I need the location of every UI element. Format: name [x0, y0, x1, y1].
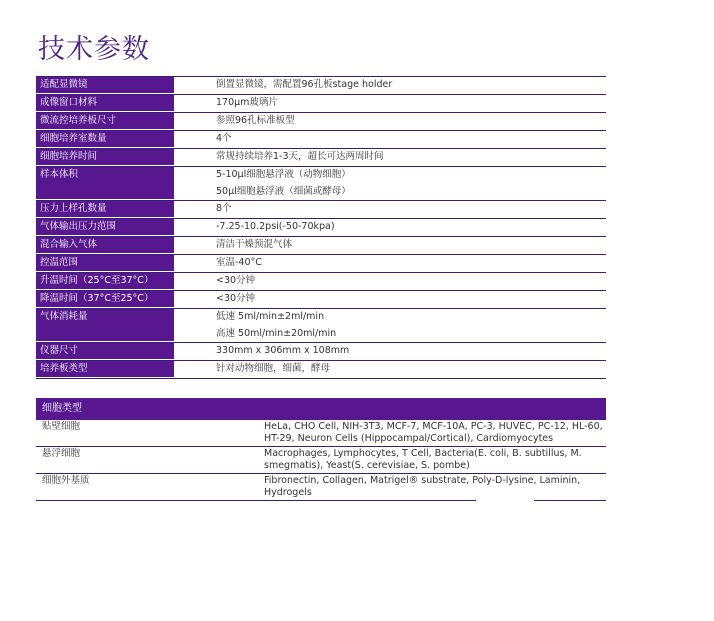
spec-value-line: 室温-40°C: [216, 257, 262, 268]
spec-label: 降温时间（37°C至25°C）: [36, 291, 174, 308]
spec-value: [174, 219, 606, 236]
spec-value: [174, 237, 606, 254]
spec-value: [174, 113, 606, 130]
spec-label: 适配显微镜: [36, 77, 174, 94]
spec-label: 压力上样孔数量: [36, 201, 174, 218]
spec-value-line: <30分钟: [216, 275, 256, 286]
spec-value-line: 170μm玻璃片: [216, 97, 278, 108]
spec-row: [36, 94, 606, 112]
spec-value: [174, 149, 606, 166]
spec-label: 样本体积: [36, 167, 174, 200]
spec-label: 成像窗口材料: [36, 95, 174, 112]
spec-value-line: 低速 5ml/min±2ml/min: [216, 311, 325, 322]
spec-row: [36, 308, 606, 342]
spec-value: [174, 201, 606, 218]
cell-row: [36, 447, 606, 474]
spec-row: [36, 360, 606, 379]
spec-value: [174, 309, 606, 342]
spec-row: [36, 236, 606, 254]
spec-label: 仪器尺寸: [36, 343, 174, 360]
spec-label: 培养板类型: [36, 361, 174, 378]
spec-value-line: 倒置显微镜，需配置96孔板stage holder: [216, 79, 393, 90]
spec-value-line: 4个: [216, 133, 232, 144]
cell-row-label: 细胞外基质: [42, 475, 90, 486]
spec-value: [174, 273, 606, 290]
cell-row-value: HeLa, CHO Cell, NIH-3T3, MCF-7, MCF-10A, PC-3, HUVEC, PC-12, HL-60, HT-29, Neuron Cells (Hippocampal/Cortical), Cardiomyocytes: [264, 421, 603, 444]
spec-label: 控温范围: [36, 255, 174, 272]
spec-value-line: 常规持续培养1-3天，超长可达两周时间: [216, 151, 384, 162]
spec-row: [36, 166, 606, 200]
page-title: 技术参数: [38, 34, 150, 65]
spec-value: [174, 291, 606, 308]
spec-value-line: 参照96孔标准板型: [216, 115, 295, 126]
spec-row: [36, 342, 606, 360]
spec-row: [36, 76, 606, 94]
cell-row-value: Fibronectin, Collagen, Matrigel® substrate, Poly-D-lysine, Laminin, Hydrogels: [264, 475, 581, 498]
cell-row: [36, 474, 606, 500]
spec-value: [174, 95, 606, 112]
spec-label: 气体输出压力范围: [36, 219, 174, 236]
spec-label: 细胞培养时间: [36, 149, 174, 166]
spec-value-line: 5-10μl细胞悬浮液（动物细胞）: [216, 169, 351, 180]
spec-value: [174, 167, 606, 200]
spec-value: [174, 255, 606, 272]
spec-row: [36, 130, 606, 148]
rule-segment: [534, 500, 606, 501]
spec-label: 混合输入气体: [36, 237, 174, 254]
cell-table-header: 细胞类型: [36, 398, 606, 420]
cell-row-label: 贴壁细胞: [42, 421, 81, 432]
spec-row: [36, 148, 606, 166]
spec-value-line: 330mm x 306mm x 108mm: [216, 345, 350, 356]
spec-row: [36, 218, 606, 236]
spec-row: [36, 272, 606, 290]
spec-label: 升温时间（25°C至37°C）: [36, 273, 174, 290]
spec-row: [36, 254, 606, 272]
spec-value-line: 高速 50ml/min±20ml/min: [216, 328, 337, 339]
spec-table: [36, 76, 606, 379]
spec-row: [36, 112, 606, 130]
cell-row: [36, 420, 606, 447]
spec-value-line: 清洁干燥预混气体: [216, 239, 293, 250]
spec-value-line: 针对动物细胞，细菌，酵母: [216, 363, 331, 374]
cell-row-label: 悬浮细胞: [42, 448, 81, 459]
spec-value: [174, 343, 606, 360]
spec-value-line: 50μl细胞悬浮液（细菌或酵母）: [216, 186, 351, 197]
rule-segment: [36, 500, 476, 501]
spec-value: [174, 131, 606, 148]
spec-row: [36, 290, 606, 308]
spec-label: 气体消耗量: [36, 309, 174, 342]
cell-type-table: [36, 398, 606, 501]
spec-label: 微流控培养板尺寸: [36, 113, 174, 130]
bottom-rule: [36, 500, 606, 501]
spec-value-line: -7.25-10.2psi(-50-70kpa): [216, 221, 335, 232]
spec-row: [36, 200, 606, 218]
spec-value-line: 8个: [216, 203, 232, 214]
spec-label: 细胞培养室数量: [36, 131, 174, 148]
spec-value: [174, 361, 606, 378]
cell-row-value: Macrophages, Lymphocytes, T Cell, Bacteria(E. coli, B. subtillus, M. smegmatis), Yeast(S. cerevisiae, S. pombe): [264, 448, 582, 471]
spec-value: [174, 77, 606, 94]
spec-value-line: <30分钟: [216, 293, 256, 304]
